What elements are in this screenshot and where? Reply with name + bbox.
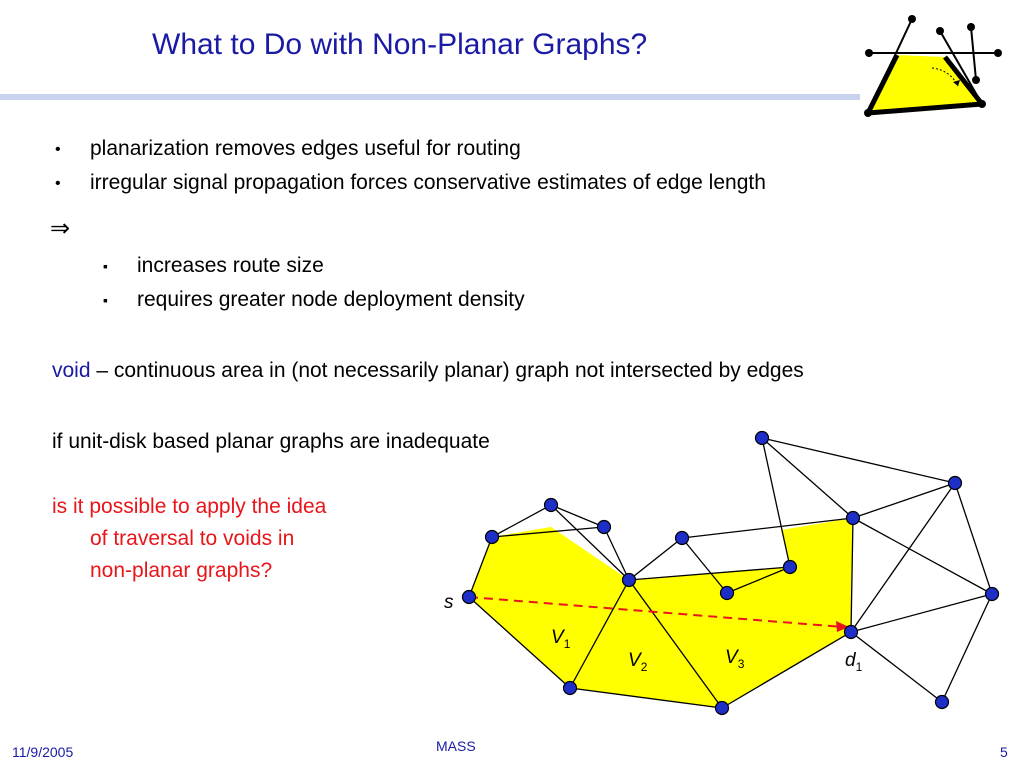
graph-node-d1 bbox=[845, 626, 858, 639]
question-line-2: of traversal to voids in bbox=[90, 527, 295, 550]
label-v3: $V_3$ bbox=[725, 647, 745, 671]
graph-node bbox=[847, 512, 860, 525]
slide-title: What to Do with Non-Planar Graphs? bbox=[152, 28, 648, 61]
graph-node bbox=[936, 696, 949, 709]
question-line-3: non-planar graphs? bbox=[90, 559, 273, 582]
graph-node bbox=[623, 574, 636, 587]
graph-node bbox=[721, 587, 734, 600]
graph-node bbox=[545, 499, 558, 512]
footer-page-number: 5 bbox=[1000, 744, 1008, 760]
void-region bbox=[469, 518, 853, 708]
graph-node bbox=[598, 521, 611, 534]
void-definition-text: – continuous area in (not necessarily planar) graph not intersected by edges bbox=[90, 359, 804, 382]
sub-bullet-marker: ▪ bbox=[103, 292, 108, 308]
graph-node bbox=[676, 532, 689, 545]
void-term: void bbox=[52, 359, 91, 382]
sub-bullet-text-2: requires greater node deployment density bbox=[137, 288, 525, 311]
bullet-text-2: irregular signal propagation forces conservative estimates of edge length bbox=[90, 171, 766, 194]
bullet-text-1: planarization removes edges useful for routing bbox=[90, 137, 521, 160]
unit-disk-line: if unit-disk based planar graphs are inadequate bbox=[52, 430, 490, 453]
graph-node bbox=[986, 588, 999, 601]
footer-date: 11/9/2005 bbox=[12, 744, 74, 760]
footer-center: MASS bbox=[436, 738, 476, 754]
sub-bullet-marker: ▪ bbox=[103, 258, 108, 274]
label-v2: $V_2$ bbox=[628, 650, 648, 674]
graph-node bbox=[784, 561, 797, 574]
graph-node-s bbox=[463, 591, 476, 604]
bullet-marker: • bbox=[55, 175, 61, 192]
label-d1: $d_1$ bbox=[845, 650, 863, 674]
graph-node bbox=[564, 682, 577, 695]
graph-node bbox=[716, 702, 729, 715]
label-v1: $V_1$ bbox=[551, 627, 571, 651]
label-s: s bbox=[444, 592, 454, 613]
graph-node bbox=[486, 531, 499, 544]
sub-bullet-text-1: increases route size bbox=[137, 254, 324, 277]
question-line-1: is it possible to apply the idea bbox=[52, 495, 327, 518]
implies-symbol: ⇒ bbox=[50, 215, 71, 242]
graph-node bbox=[756, 432, 769, 445]
bullet-marker: • bbox=[55, 141, 61, 158]
graph-node bbox=[949, 477, 962, 490]
